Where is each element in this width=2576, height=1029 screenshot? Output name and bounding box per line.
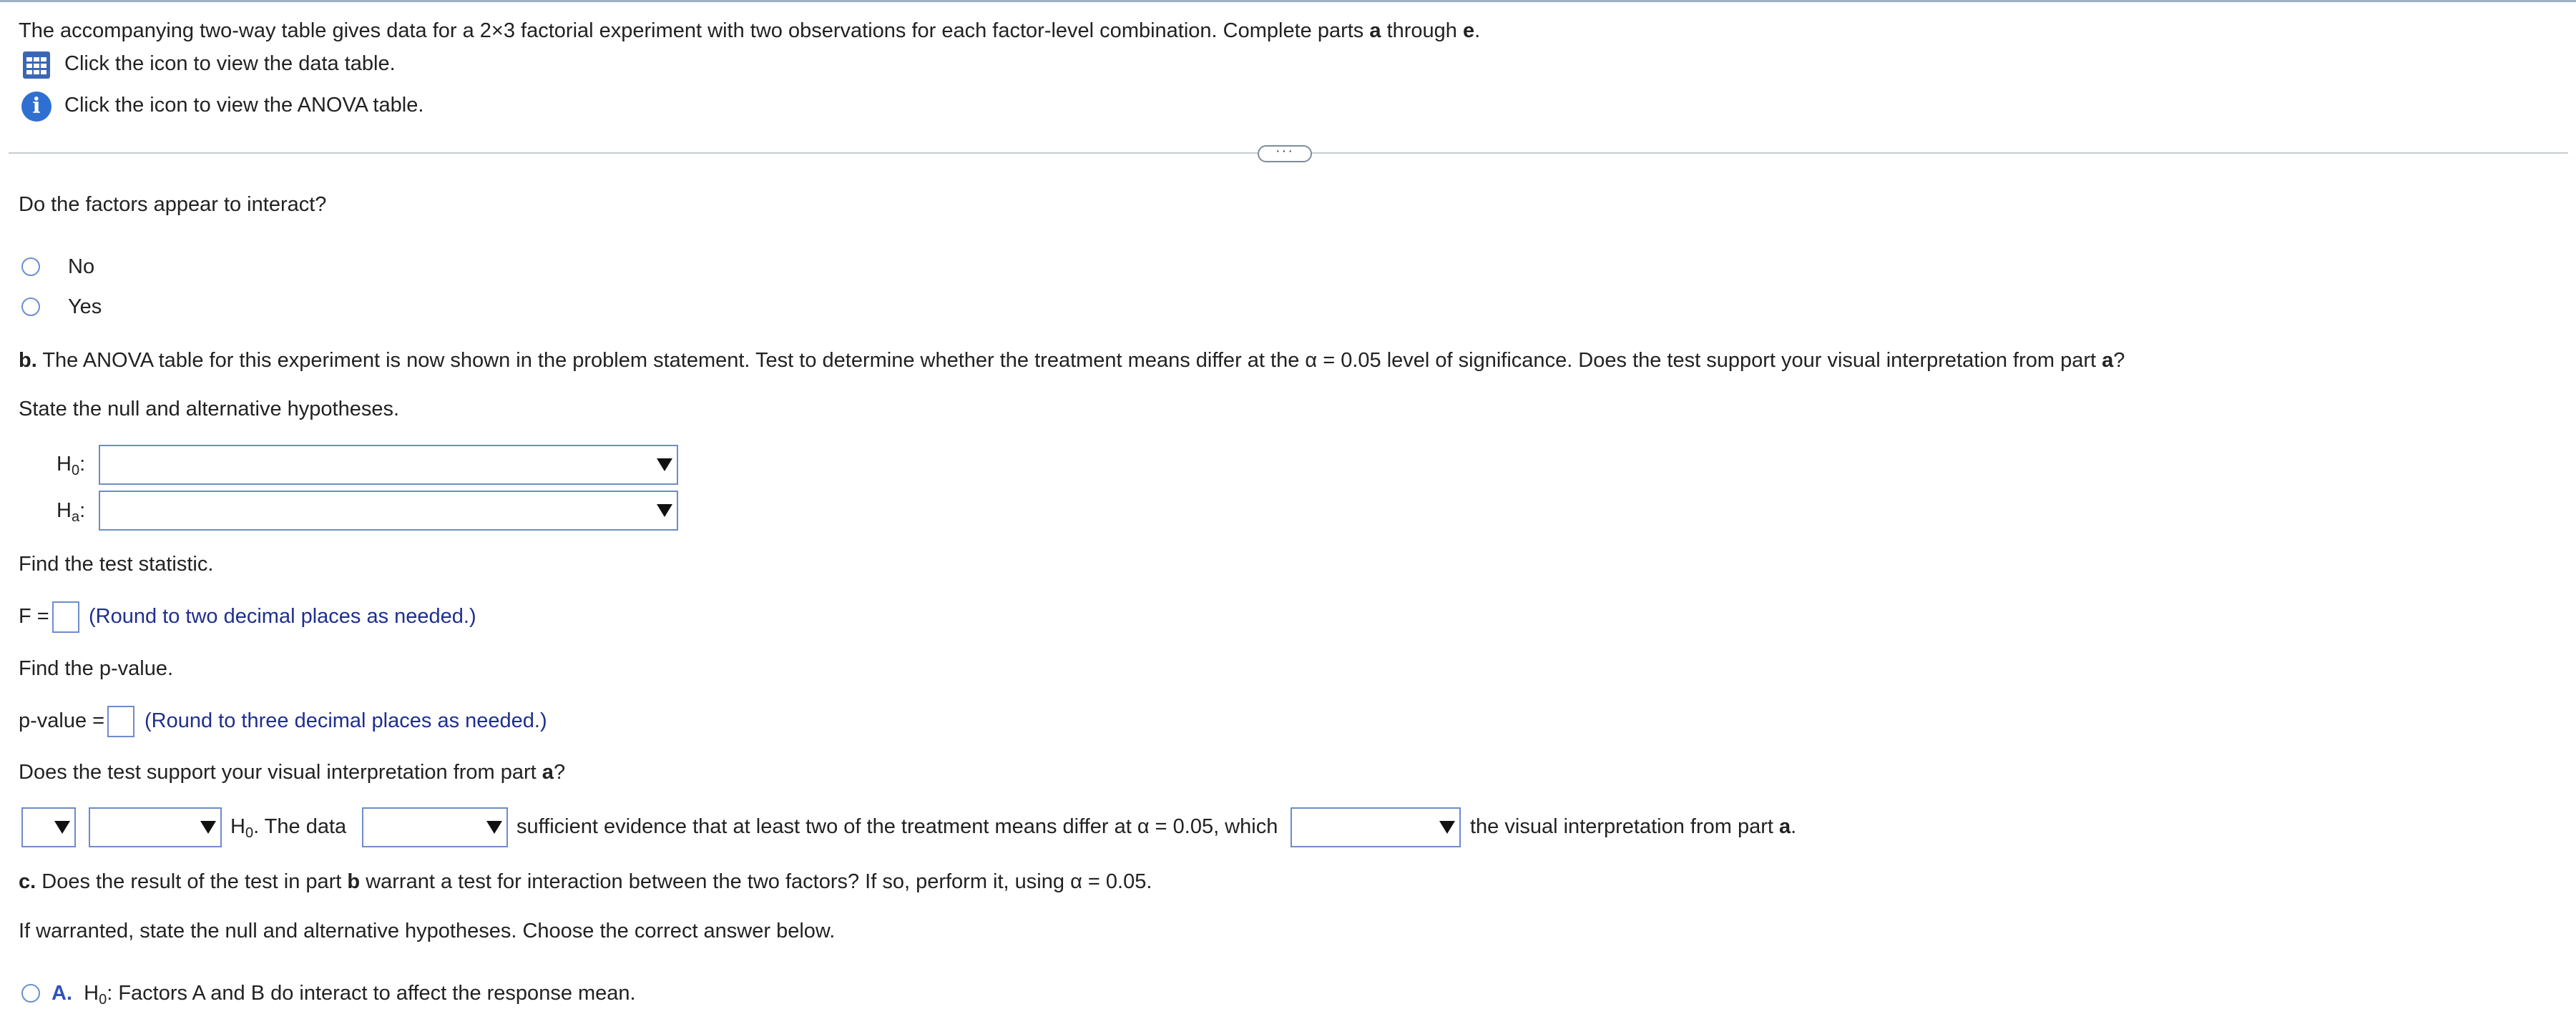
top-border [0, 0, 2576, 2]
hypotheses-prompt: State the null and alternative hypotheses. [19, 398, 400, 420]
test-stat-prompt: Find the test statistic. [19, 553, 214, 576]
part-c-prompt: If warranted, state the null and alternative hypotheses. Choose the correct answer below. [19, 920, 836, 942]
reject-select[interactable] [89, 807, 222, 847]
f-rounding-hint: (Round to two decimal places as needed.) [89, 605, 476, 628]
decision-select[interactable] [21, 807, 76, 847]
data-table-link[interactable]: Click the icon to view the data table. [64, 52, 396, 75]
option-no-label: No [68, 255, 95, 278]
f-statistic-input[interactable] [52, 601, 79, 633]
chevron-down-icon [657, 504, 672, 517]
ha-label: $H_a$: [57, 499, 86, 525]
part-c-question: c. Does the result of the test in part b warrant a test for interaction between the two factors? If so, perform it, using α = 0.05. [19, 870, 1152, 893]
radio-yes[interactable] [21, 297, 40, 316]
conclusion-end-text: the visual interpretation from part a. [1470, 815, 1797, 838]
support-prompt: Does the test support your visual interpretation from part a? [19, 761, 566, 784]
h0-label: $H_0$: [57, 453, 86, 478]
pvalue-prompt: Find the p-value. [19, 657, 174, 680]
problem-intro: The accompanying two-way table gives data for a 2×3 factorial experiment with two observations for each factor-level combination. Complete parts a through e. [19, 19, 1481, 42]
part-a-question: Do the factors appear to interact? [19, 193, 327, 216]
f-label: F = [19, 605, 49, 628]
chevron-down-icon [1439, 821, 1455, 834]
radio-option-a[interactable] [21, 984, 40, 1003]
expand-handle[interactable]: ··· [1258, 145, 1312, 162]
evidence-select[interactable] [362, 807, 508, 847]
ha-select[interactable] [99, 491, 678, 531]
conclusion-middle-text: sufficient evidence that at least two of the treatment means differ at α = 0.05, which [516, 815, 1278, 838]
option-a-label: A. $H_0$: Factors A and B do interact to affect the response mean. [52, 982, 636, 1008]
chevron-down-icon [657, 458, 672, 471]
chevron-down-icon [486, 821, 502, 834]
radio-no[interactable] [21, 257, 40, 276]
pvalue-input[interactable] [107, 706, 134, 737]
chevron-down-icon [54, 821, 70, 834]
pvalue-rounding-hint: (Round to three decimal places as needed.) [145, 709, 547, 732]
pvalue-label: p-value = [19, 709, 105, 732]
h0-select[interactable] [99, 445, 678, 485]
info-icon[interactable]: i [21, 92, 52, 122]
conclusion-h0-text: $H_0$. The data [230, 815, 347, 841]
option-yes-label: Yes [68, 295, 102, 318]
chevron-down-icon [200, 821, 216, 834]
anova-table-link[interactable]: Click the icon to view the ANOVA table. [64, 94, 424, 117]
data-table-icon[interactable] [23, 51, 50, 79]
part-b-question: b. The ANOVA table for this experiment is now shown in the problem statement. Test to determine whether the treatment means differ at the α = 0.05 level of significance. Does the test support your visual interpretation from part a? [19, 349, 2125, 372]
support-select[interactable] [1291, 807, 1461, 847]
